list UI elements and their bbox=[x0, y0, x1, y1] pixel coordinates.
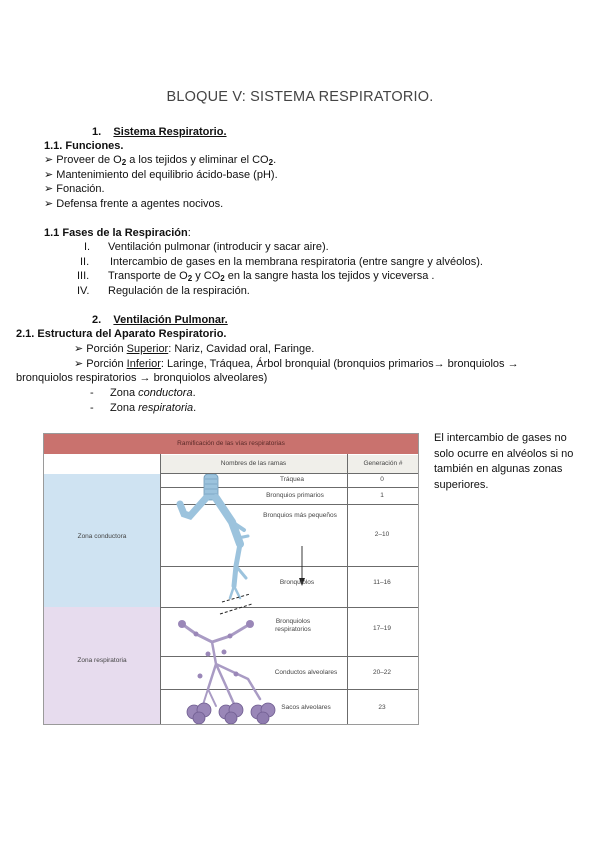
side-note: El intercambio de gases no solo ocurre en alvéolos si no también en algunas zonas superiores. bbox=[434, 432, 574, 491]
funcion-item-2 bbox=[44, 168, 278, 182]
funcion-item-4 bbox=[44, 197, 223, 211]
fase-item-1 bbox=[84, 240, 329, 254]
roman-numeral: I. bbox=[84, 241, 91, 253]
zona-text: . bbox=[192, 387, 196, 399]
row-name-smaller-bronchi: Bronquios más pequeños bbox=[263, 512, 337, 519]
fase-text: Regulación de la respiración. bbox=[108, 285, 250, 297]
funciones-heading: 1.1. Funciones. bbox=[44, 140, 124, 152]
roman-numeral: II. bbox=[80, 256, 90, 268]
alveolar-sac-1 bbox=[187, 703, 211, 724]
zona-respiratoria-band bbox=[44, 607, 160, 724]
dash-bullet: - bbox=[90, 387, 94, 399]
funcion-text: Fonación. bbox=[56, 183, 105, 195]
fase-item-4 bbox=[77, 284, 250, 298]
zona-text: . bbox=[193, 402, 197, 414]
fase-text: Transporte de O bbox=[108, 270, 188, 282]
row-name-respiratory-bronchioles: Bronquiolos respiratorios bbox=[275, 618, 311, 633]
porcion-label: Superior bbox=[126, 343, 169, 355]
section-2-title: Ventilación Pulmonar. bbox=[113, 314, 228, 326]
section-2-number: 2. bbox=[92, 314, 102, 326]
column-header-names: Nombres de las ramas bbox=[160, 455, 347, 473]
row-name-primary-bronchi: Bronquios primarios bbox=[266, 492, 324, 499]
alveolar-sac-2 bbox=[219, 703, 243, 724]
arrow-bullet-icon: ➢ bbox=[44, 183, 54, 195]
porcion-superior bbox=[74, 342, 314, 356]
funcion-text: . bbox=[273, 154, 277, 166]
porcion-text: : Laringe, Tráquea, Árbol bronquial (bronquios primarios→ bronquiolos → bbox=[160, 358, 519, 370]
airway-branching-figure bbox=[43, 433, 419, 725]
zona-text: Zona bbox=[110, 402, 139, 414]
funcion-item-3 bbox=[44, 182, 105, 196]
subscript: 2 bbox=[121, 158, 127, 167]
zona-item-2 bbox=[90, 401, 196, 415]
row-gen-bronchioles: 11–16 bbox=[373, 579, 391, 586]
row-gen-alveolar-sacs: 23 bbox=[378, 704, 386, 711]
arrow-bullet-icon: ➢ bbox=[44, 198, 54, 210]
fase-text: y CO bbox=[192, 270, 221, 282]
zona-respiratoria-label: Zona respiratoria bbox=[77, 657, 127, 664]
zona-name: respiratoria bbox=[138, 402, 194, 414]
porcion-text: : Nariz, Cavidad oral, Faringe. bbox=[168, 343, 315, 355]
porcion-inferior-cont: bronquiolos respiratorios → bronquiolos alveolares) bbox=[16, 372, 268, 384]
section-1-number: 1. bbox=[92, 126, 102, 138]
fase-text: Ventilación pulmonar (introducir y sacar aire). bbox=[108, 241, 329, 253]
figure-header: Ramificación de las vías respiratorias bbox=[44, 434, 418, 454]
zona-item-1 bbox=[90, 386, 196, 400]
row-name-alveolar-ducts: Conductos alveolares bbox=[274, 669, 338, 676]
roman-numeral: III. bbox=[77, 270, 90, 282]
arrow-bullet-icon: ➢ bbox=[44, 169, 54, 181]
porcion-label: Inferior bbox=[126, 358, 161, 370]
row-name-alveolar-sacs: Sacos alveolares bbox=[281, 704, 331, 711]
funcion-text: Proveer de O bbox=[56, 154, 122, 166]
fases-colon: : bbox=[187, 227, 191, 239]
fase-text: Intercambio de gases en la membrana respiratoria (entre sangre y alvéolos). bbox=[110, 256, 483, 268]
subscript: 2 bbox=[187, 274, 193, 283]
bronchus-right bbox=[216, 498, 240, 544]
zona-conductora-band bbox=[44, 474, 160, 607]
subscript: 2 bbox=[268, 158, 274, 167]
funcion-text: Defensa frente a agentes nocivos. bbox=[56, 198, 224, 210]
zona-text: Zona bbox=[110, 387, 139, 399]
row-name-bronchioles: Bronquiolos bbox=[279, 579, 315, 586]
fases-heading bbox=[44, 226, 191, 240]
section-1-heading bbox=[92, 125, 227, 139]
section-1-title: Sistema Respiratorio. bbox=[113, 126, 227, 138]
fases-title: 1.1 Fases de la Respiración bbox=[44, 227, 188, 239]
funcion-item-1 bbox=[44, 153, 276, 167]
porcion-text: Porción bbox=[86, 343, 127, 355]
arrow-bullet-icon: ➢ bbox=[74, 343, 84, 355]
column-header-generation: Generación # bbox=[348, 455, 418, 473]
arrow-bullet-icon: ➢ bbox=[74, 358, 84, 370]
funcion-text: Mantenimiento del equilibrio ácido-base (pH). bbox=[56, 169, 278, 181]
bronchus-left bbox=[180, 498, 206, 516]
zona-conductora-label: Zona conductora bbox=[77, 533, 127, 540]
row-gen-primary-bronchi: 1 bbox=[380, 492, 384, 499]
section-2-heading bbox=[92, 313, 228, 327]
funcion-text: a los tejidos y eliminar el CO bbox=[126, 154, 269, 166]
porcion-text: Porción bbox=[86, 358, 127, 370]
estructura-heading: 2.1. Estructura del Aparato Respiratorio. bbox=[16, 328, 227, 340]
row-gen-alveolar-ducts: 20–22 bbox=[372, 669, 392, 676]
page-title: BLOQUE V: SISTEMA RESPIRATORIO. bbox=[166, 89, 434, 105]
subscript: 2 bbox=[220, 274, 225, 283]
row-gen-respiratory-bronchioles: 17–19 bbox=[372, 625, 392, 632]
bronchioles bbox=[230, 586, 240, 598]
respiratory-bronchioles bbox=[182, 624, 250, 642]
zona-name: conductora bbox=[138, 387, 193, 399]
row-gen-trachea: 0 bbox=[380, 476, 384, 483]
arrow-bullet-icon: ➢ bbox=[44, 154, 54, 166]
row-name-trachea: Tráquea bbox=[280, 476, 304, 483]
roman-numeral: IV. bbox=[77, 285, 90, 297]
fase-text: en la sangre hasta los tejidos y viceversa . bbox=[224, 270, 435, 282]
dash-bullet: - bbox=[90, 402, 94, 414]
fase-item-2 bbox=[80, 255, 483, 269]
porcion-inferior bbox=[74, 357, 519, 371]
fase-item-3 bbox=[77, 269, 434, 283]
row-gen-smaller-bronchi: 2–10 bbox=[374, 531, 390, 538]
